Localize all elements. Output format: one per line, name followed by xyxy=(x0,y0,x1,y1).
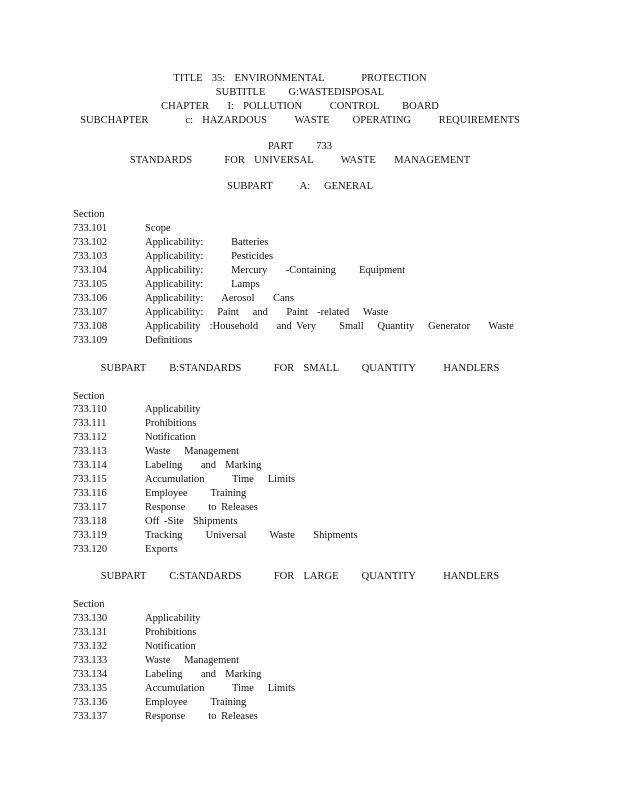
section-number: 733.104 xyxy=(73,265,108,276)
list-item xyxy=(73,710,295,724)
section-number: 733.118 xyxy=(73,516,107,527)
section-number: 733.106 xyxy=(73,293,108,304)
section-title: Applicability: Pesticides xyxy=(145,251,274,262)
section-title: Prohibitions xyxy=(145,418,197,429)
section-number: 733.113 xyxy=(73,446,107,457)
list-item xyxy=(73,403,358,417)
list-item xyxy=(73,654,295,668)
section-number: 733.119 xyxy=(73,530,107,541)
section-label: Section xyxy=(73,209,105,220)
section-title: Applicability: Paint and Paint -related Waste xyxy=(145,307,389,318)
list-item xyxy=(73,250,514,264)
list-item xyxy=(73,264,514,278)
section-title: Employee Training xyxy=(145,697,247,708)
subtitle-line: SUBTITLE G:WASTEDISPOSAL xyxy=(215,87,385,98)
section-title: Notification xyxy=(145,641,196,652)
section-title: Off -Site Shipments xyxy=(145,516,238,527)
section-title: Applicability :Household and Very Small Quantity Generator Waste xyxy=(145,321,514,332)
subpart-b-heading: SUBPART B:STANDARDS FOR SMALL QUANTITY HANDLERS xyxy=(100,363,500,374)
list-item xyxy=(73,696,295,710)
section-number: 733.132 xyxy=(73,641,108,652)
section-title: Accumulation Time Limits xyxy=(145,474,296,485)
list-item xyxy=(73,320,514,334)
list-item xyxy=(73,612,295,626)
section-title: Applicability: Batteries xyxy=(145,237,269,248)
list-item xyxy=(73,334,514,348)
list-item xyxy=(73,473,358,487)
section-title: Waste Management xyxy=(145,446,240,457)
section-title: Labeling and Marking xyxy=(145,460,262,471)
list-item xyxy=(73,529,358,543)
section-number: 733.115 xyxy=(73,474,107,485)
list-item xyxy=(73,292,514,306)
subpart-a-list xyxy=(73,222,514,348)
list-item xyxy=(73,682,295,696)
section-number: 733.131 xyxy=(73,627,108,638)
title-line: TITLE 35: ENVIRONMENTAL PROTECTION xyxy=(173,73,427,84)
subpart-a-heading: SUBPART A: GENERAL xyxy=(226,181,374,192)
list-item xyxy=(73,515,358,529)
list-item xyxy=(73,487,358,501)
section-number: 733.107 xyxy=(73,307,108,318)
section-title: Applicability: Mercury -Containing Equipment xyxy=(145,265,406,276)
section-title: Applicability: Lamps xyxy=(145,279,260,290)
section-title: Response to Releases xyxy=(145,711,258,722)
section-title: Waste Management xyxy=(145,655,240,666)
section-number: 733.133 xyxy=(73,655,108,666)
section-label: Section xyxy=(73,391,105,402)
section-title: Scope xyxy=(145,223,171,234)
section-number: 733.136 xyxy=(73,697,108,708)
section-title: Response to Releases xyxy=(145,502,258,513)
section-title: Accumulation Time Limits xyxy=(145,683,296,694)
section-title: Applicability: Aerosol Cans xyxy=(145,293,294,304)
subpart-c-heading: SUBPART C:STANDARDS FOR LARGE QUANTITY HANDLERS xyxy=(100,571,500,582)
section-title: Definitions xyxy=(145,335,193,346)
section-number: 733.117 xyxy=(73,502,107,513)
list-item xyxy=(73,543,358,557)
section-number: 733.135 xyxy=(73,683,108,694)
section-number: 733.110 xyxy=(73,404,107,415)
section-number: 733.111 xyxy=(73,418,107,429)
list-item xyxy=(73,445,358,459)
section-number: 733.114 xyxy=(73,460,107,471)
section-number: 733.103 xyxy=(73,251,108,262)
list-item xyxy=(73,306,514,320)
list-item xyxy=(73,668,295,682)
list-item xyxy=(73,236,514,250)
section-number: 733.116 xyxy=(73,488,107,499)
section-number: 733.102 xyxy=(73,237,108,248)
section-number: 733.112 xyxy=(73,432,107,443)
list-item xyxy=(73,417,358,431)
subpart-b-list xyxy=(73,403,358,557)
subchapter-line: SUBCHAPTER c: HAZARDOUS WASTE OPERATING REQUIREMENTS xyxy=(80,115,520,126)
section-number: 733.105 xyxy=(73,279,108,290)
section-title: Notification xyxy=(145,432,196,443)
list-item xyxy=(73,640,295,654)
section-label: Section xyxy=(73,599,105,610)
section-title: Exports xyxy=(145,544,178,555)
list-item xyxy=(73,501,358,515)
section-number: 733.120 xyxy=(73,544,108,555)
section-title: Applicability xyxy=(145,404,201,415)
section-number: 733.101 xyxy=(73,223,108,234)
list-item xyxy=(73,278,514,292)
section-number: 733.130 xyxy=(73,613,108,624)
part-line: PART 733 xyxy=(268,141,332,152)
section-number: 733.137 xyxy=(73,711,108,722)
section-number: 733.134 xyxy=(73,669,108,680)
section-number: 733.109 xyxy=(73,335,108,346)
list-item xyxy=(73,626,295,640)
section-title: Applicability xyxy=(145,613,201,624)
part-title-line: STANDARDS FOR UNIVERSAL WASTE MANAGEMENT xyxy=(129,155,471,166)
section-title: Employee Training xyxy=(145,488,247,499)
chapter-line: CHAPTER I: POLLUTION CONTROL BOARD xyxy=(161,101,439,112)
list-item xyxy=(73,431,358,445)
list-item xyxy=(73,222,514,236)
section-number: 733.108 xyxy=(73,321,108,332)
section-title: Tracking Universal Waste Shipments xyxy=(145,530,358,541)
list-item xyxy=(73,459,358,473)
section-title: Prohibitions xyxy=(145,627,197,638)
section-title: Labeling and Marking xyxy=(145,669,262,680)
subpart-c-list xyxy=(73,612,295,724)
